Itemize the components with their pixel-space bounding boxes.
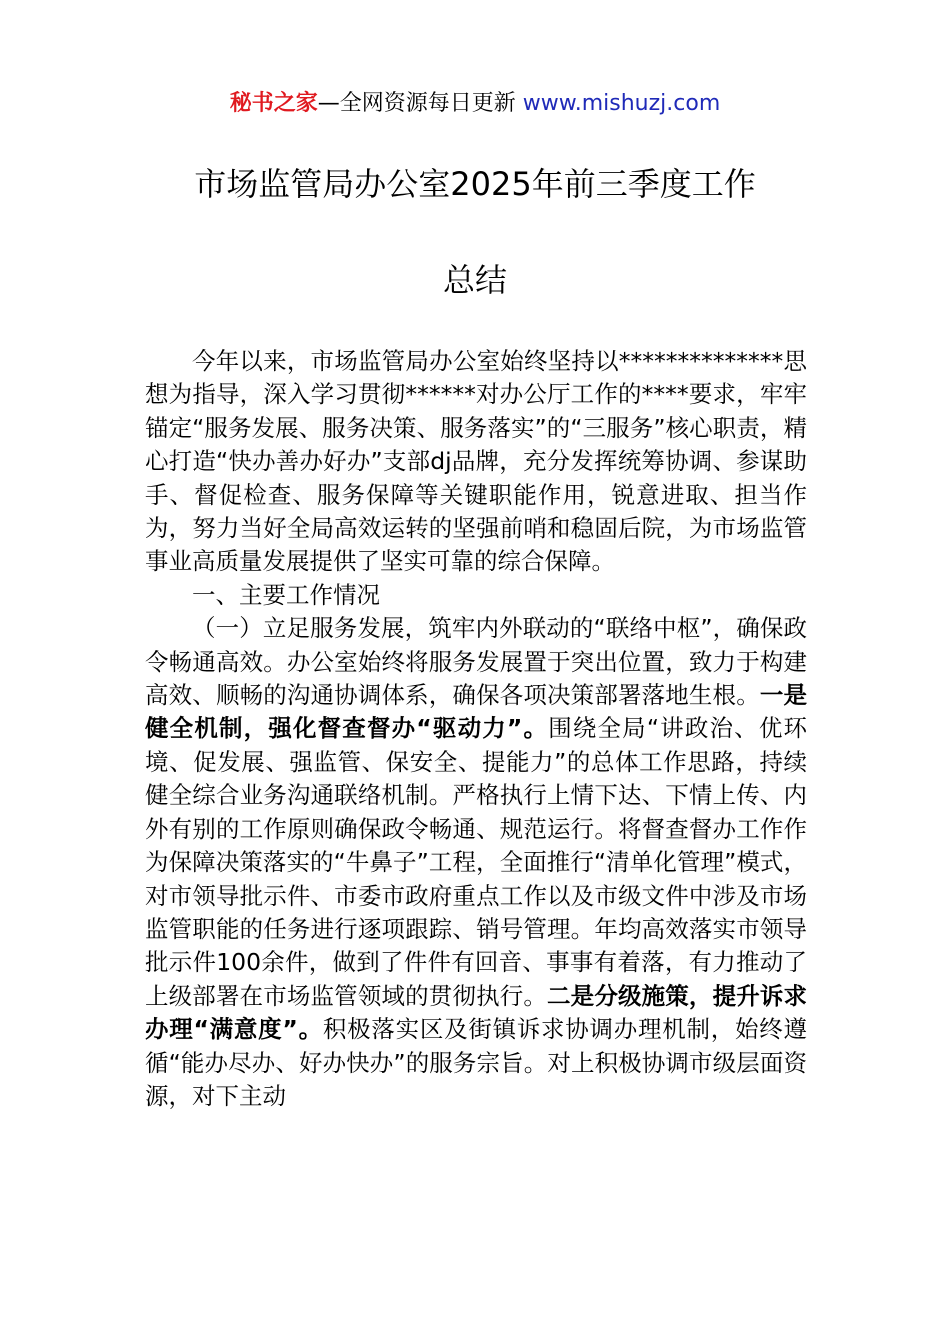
- section-paragraph: [145, 612, 807, 1113]
- intro-paragraph: 今年以来，市场监管局办公室始终坚持以**************思想为指导，深入学习贯彻******对办公厅工作的****要求，牢牢锚定“服务发展、服务决策、服务落实”的“三服务”核心职责，精心打造“快办善办好办”支部dj品牌，充分发挥统筹协调、参谋助手、督促检查、服务保障等关键职能作用，锐意进取、担当作为，努力当好全局高效运转的坚强前哨和稳固后院，为市场监管事业高质量发展提供了坚实可靠的综合保障。: [145, 347, 807, 576]
- document-title-line2: 总结: [442, 261, 507, 299]
- site-url-link[interactable]: www.mishuzj.com: [522, 91, 721, 116]
- site-brand: 秘书之家: [229, 91, 318, 116]
- paragraph-text: 积极落实区及街镇诉求协调办理机制，始终遵循“能办尽办、好办快办”的服务宗旨。对上积极协调市级层面资源，对下主动: [145, 1015, 808, 1110]
- site-header: [0, 88, 950, 120]
- document-title-line1: 市场监管局办公室2025年前三季度工作: [194, 165, 756, 203]
- site-tagline: —全网资源每日更新: [317, 91, 523, 116]
- document-body: [145, 345, 807, 1113]
- paragraph-text: （一）立足服务发展，筑牢内外联动的“联络中枢”，确保政令畅通高效。办公室始终将服务发展置于突出位置，致力于构建高效、顺畅的沟通协调体系，确保各项决策部署落地生根。: [145, 614, 807, 710]
- bold-point-two: 二是分级施策，提升诉求办理“满意度”。: [145, 981, 808, 1044]
- section-heading: 一、主要工作情况: [192, 580, 380, 609]
- paragraph-text: 围绕全局“讲政治、优环境、促发展、强监管、保安全、提能力”的总体工作思路，持续健全综合业务沟通联络机制。严格执行上情下达、下情上传、内外有别的工作原则确保政令畅通、规范运行。将督查督办工作作为保障决策落实的“牛鼻子”工程，全面推行“清单化管理”模式，对市领导批示件、市委市政府重点工作以及市级文件中涉及市场监管职能的任务进行逐项跟踪、销号管理。年均高效落实市领导批示件100余件，做到了件件有回音、事事有着落，有力推动了上级部署在市场监管领域的贯彻执行。: [145, 714, 807, 1010]
- document-title: [0, 160, 950, 304]
- bold-point-one: 一是健全机制，强化督查督办“驱动力”。: [145, 681, 808, 743]
